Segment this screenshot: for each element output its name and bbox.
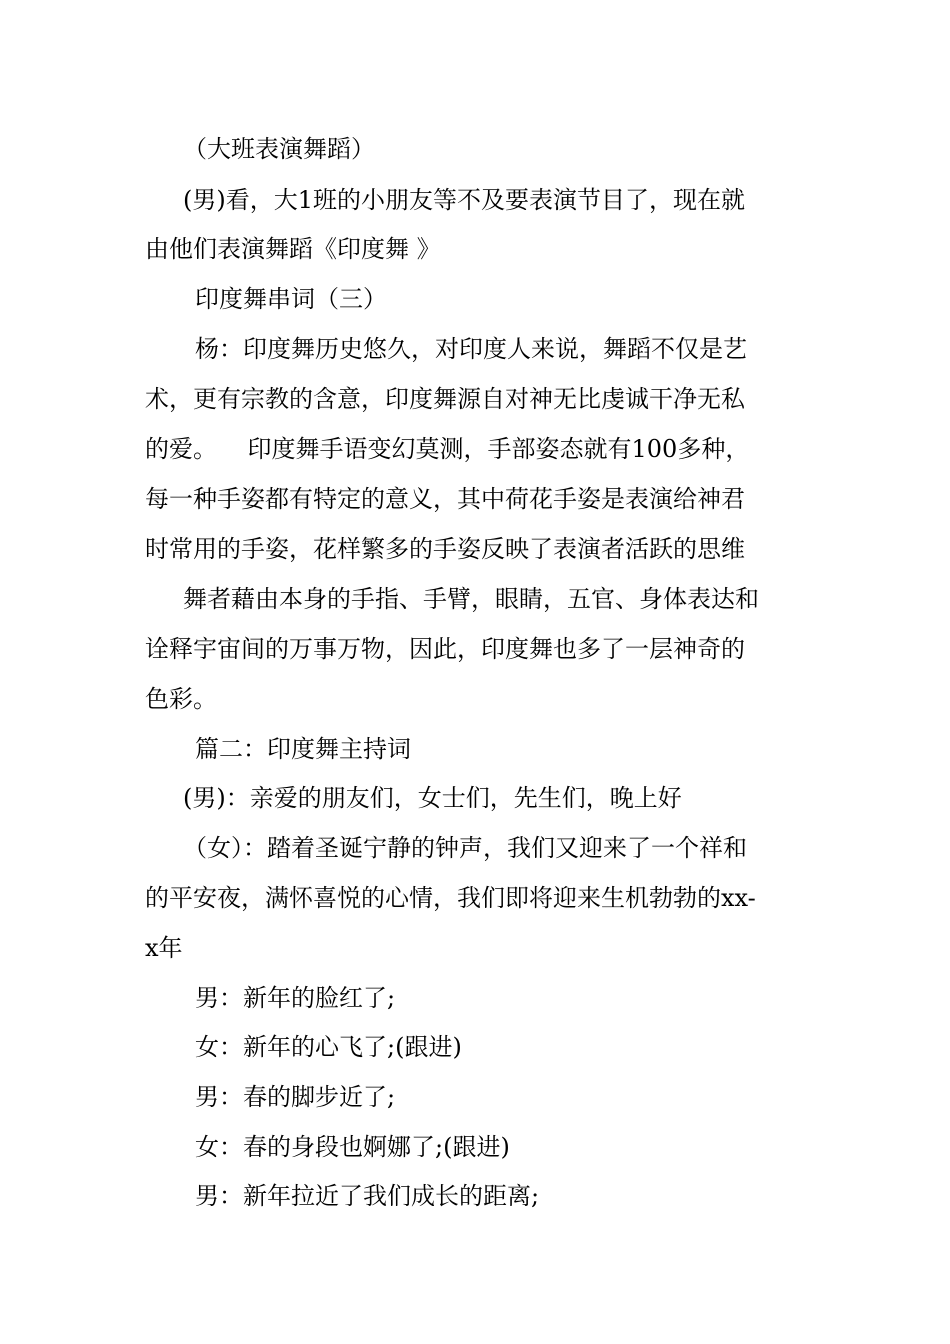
text-line-16: 的平安夜，满怀喜悦的心情，我们即将迎来生机勃勃的xx- <box>145 884 756 912</box>
text-line-21: 女：春的身段也婀娜了;(跟进) <box>195 1133 510 1161</box>
text-line-7: 的爱。 印度舞手语变幻莫测，手部姿态就有100多种， <box>145 435 750 463</box>
text-line-6: 术，更有宗教的含意，印度舞源自对神无比虔诚干净无私 <box>145 385 745 413</box>
text-line-8: 每一种手姿都有特定的意义，其中荷花手姿是表演给神君 <box>145 485 745 513</box>
text-line-14: (男)：亲爱的朋友们，女士们，先生们，晚上好 <box>183 784 682 812</box>
text-line-18: 男：新年的脸红了; <box>195 984 396 1012</box>
text-line-3: 由他们表演舞蹈《印度舞 》 <box>145 235 441 263</box>
text-line-9: 时常用的手姿，花样繁多的手姿反映了表演者活跃的思维 <box>145 535 745 563</box>
text-line-13: 篇二：印度舞主持词 <box>195 735 411 763</box>
text-line-17: x年 <box>145 934 183 962</box>
text-line-19: 女：新年的心飞了;(跟进) <box>195 1033 462 1061</box>
text-line-20: 男：春的脚步近了; <box>195 1083 396 1111</box>
text-line-1: （大班表演舞蹈） <box>183 135 375 163</box>
text-line-12: 色彩。 <box>145 685 217 713</box>
text-line-4: 印度舞串词（三） <box>195 285 387 313</box>
text-line-11: 诠释宇宙间的万事万物，因此，印度舞也多了一层神奇的 <box>145 635 745 663</box>
text-line-5: 杨：印度舞历史悠久，对印度人来说，舞蹈不仅是艺 <box>195 335 747 363</box>
text-line-15: （女）：踏着圣诞宁静的钟声，我们又迎来了一个祥和 <box>183 834 747 862</box>
text-line-2: (男)看，大1班的小朋友等不及要表演节目了，现在就 <box>183 186 745 214</box>
text-line-10: 舞者藉由本身的手指、手臂，眼睛，五官、身体表达和 <box>183 585 759 613</box>
text-line-22: 男：新年拉近了我们成长的距离; <box>195 1182 540 1210</box>
